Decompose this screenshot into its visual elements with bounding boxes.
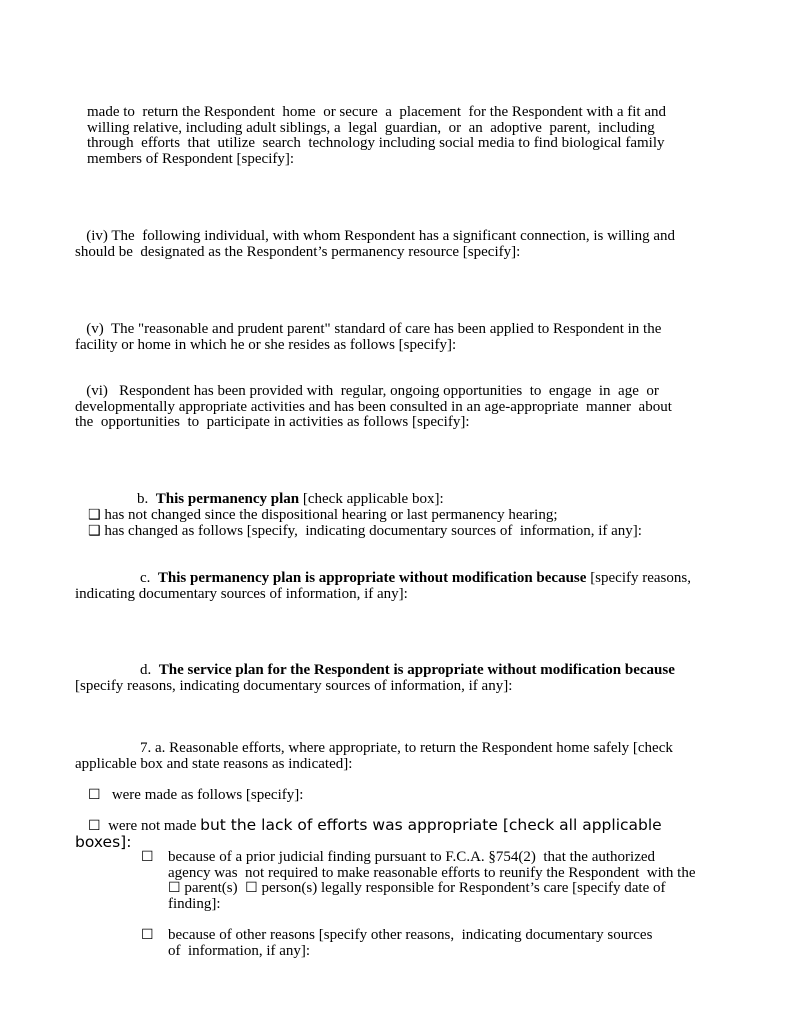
section-c-prefix: c.: [140, 570, 158, 586]
option-were-made: [88, 788, 303, 804]
sub-option-prior-finding: [168, 850, 695, 912]
option-label: has not changed since the dispositional hearing or last permanency hearing;: [100, 507, 558, 523]
item-vi-paragraph: [75, 384, 672, 431]
item-iv-line: should be designated as the Respondent’s permanency resource [specify]:: [75, 243, 521, 260]
section-c-line-2: indicating documentary sources of information, if any]:: [75, 586, 408, 602]
intro-line: members of Respondent [specify]:: [87, 150, 295, 167]
item-vi-line: (vi) Respondent has been provided with regular, ongoing opportunities to engage in age or: [75, 383, 659, 399]
option-label: has changed as follows [specify, indicating documentary sources of information, if any]:: [100, 523, 642, 539]
item-iv-line: (iv) The following individual, with whom Respondent has a significant connection, is willing and: [75, 228, 676, 244]
item-v-line: (v) The "reasonable and prudent parent" standard of care has been applied to Respondent in the: [75, 321, 662, 337]
item-vi-line: developmentally appropriate activities and has been consulted in an age-appropriate manner about: [75, 398, 672, 415]
checkbox-icon[interactable]: ❑: [88, 523, 101, 539]
sub-option-prior-finding-checkbox[interactable]: [141, 850, 154, 866]
option-were-not-made: [88, 818, 662, 835]
section-7a-line-2: applicable box and state reasons as indicated]:: [75, 756, 353, 772]
item-v-line: facility or home in which he or she resides as follows [specify]:: [75, 336, 457, 353]
checkbox-icon[interactable]: ❑: [88, 507, 101, 523]
intro-line: made to return the Respondent home or secure a placement for the Respondent with a fit and: [87, 104, 666, 120]
intro-line: through efforts that utilize search technology including social media to find biological family: [87, 135, 665, 151]
section-b-option-unchanged: [88, 508, 558, 524]
sub-option-other-reasons-checkbox[interactable]: [141, 928, 154, 944]
option-label: were made as follows [specify]:: [100, 787, 304, 803]
checkbox-icon[interactable]: ☐: [88, 787, 101, 803]
section-d-line-2: [specify reasons, indicating documentary sources of information, if any]:: [75, 678, 513, 694]
section-d-prefix: d.: [140, 662, 159, 678]
item-vi-line: the opportunities to participate in activities as follows [specify]:: [75, 414, 470, 430]
section-d-heading: [140, 663, 675, 679]
option-label: were not made: [100, 818, 201, 834]
section-c-suffix: [specify reasons,: [586, 570, 691, 586]
parents-label: parent(s): [180, 880, 246, 896]
sub-option-line: agency was not required to make reasonable efforts to reunify the Respondent with the: [168, 864, 696, 881]
checkbox-icon[interactable]: ☐: [168, 880, 181, 896]
section-c-heading: [140, 571, 691, 587]
section-b-bold: This permanency plan: [155, 491, 300, 507]
sub-option-line: finding]:: [168, 895, 221, 912]
section-c-bold: This permanency plan is appropriate without modification because: [157, 570, 587, 586]
section-b-prefix: b.: [137, 491, 156, 507]
section-b-heading: [137, 492, 444, 508]
item-iv-paragraph: [75, 229, 675, 260]
section-7a-heading: 7. a. Reasonable efforts, where appropriate, to return the Respondent home safely [check: [140, 740, 673, 756]
checkbox-icon[interactable]: ☐: [88, 818, 101, 834]
section-d-bold: The service plan for the Respondent is appropriate without modification because: [158, 662, 675, 678]
persons-label: person(s) legally responsible for Respondent’s care [specify date of: [257, 880, 666, 896]
option-label-sans: but the lack of efforts was appropriate [check all applicable: [200, 816, 662, 834]
sub-option-line: because of a prior judicial finding pursuant to F.C.A. §754(2) that the authorized: [168, 849, 656, 865]
checkbox-icon[interactable]: ☐: [245, 880, 258, 896]
section-b-suffix: [check applicable box]:: [299, 491, 444, 507]
option-were-not-made-line-2: boxes]:: [75, 833, 132, 851]
intro-paragraph: [87, 105, 666, 167]
checkbox-icon[interactable]: ☐: [141, 927, 154, 943]
sub-option-line: because of other reasons [specify other reasons, indicating documentary sources: [168, 927, 653, 943]
intro-line: willing relative, including adult siblings, a legal guardian, or an adoptive parent, including: [87, 119, 655, 136]
item-v-paragraph: [75, 322, 661, 353]
sub-option-line: [168, 881, 695, 897]
sub-option-line: of information, if any]:: [168, 942, 311, 959]
section-b-option-changed: [88, 524, 642, 540]
checkbox-icon[interactable]: ☐: [141, 849, 154, 865]
sub-option-other-reasons: [168, 928, 652, 959]
